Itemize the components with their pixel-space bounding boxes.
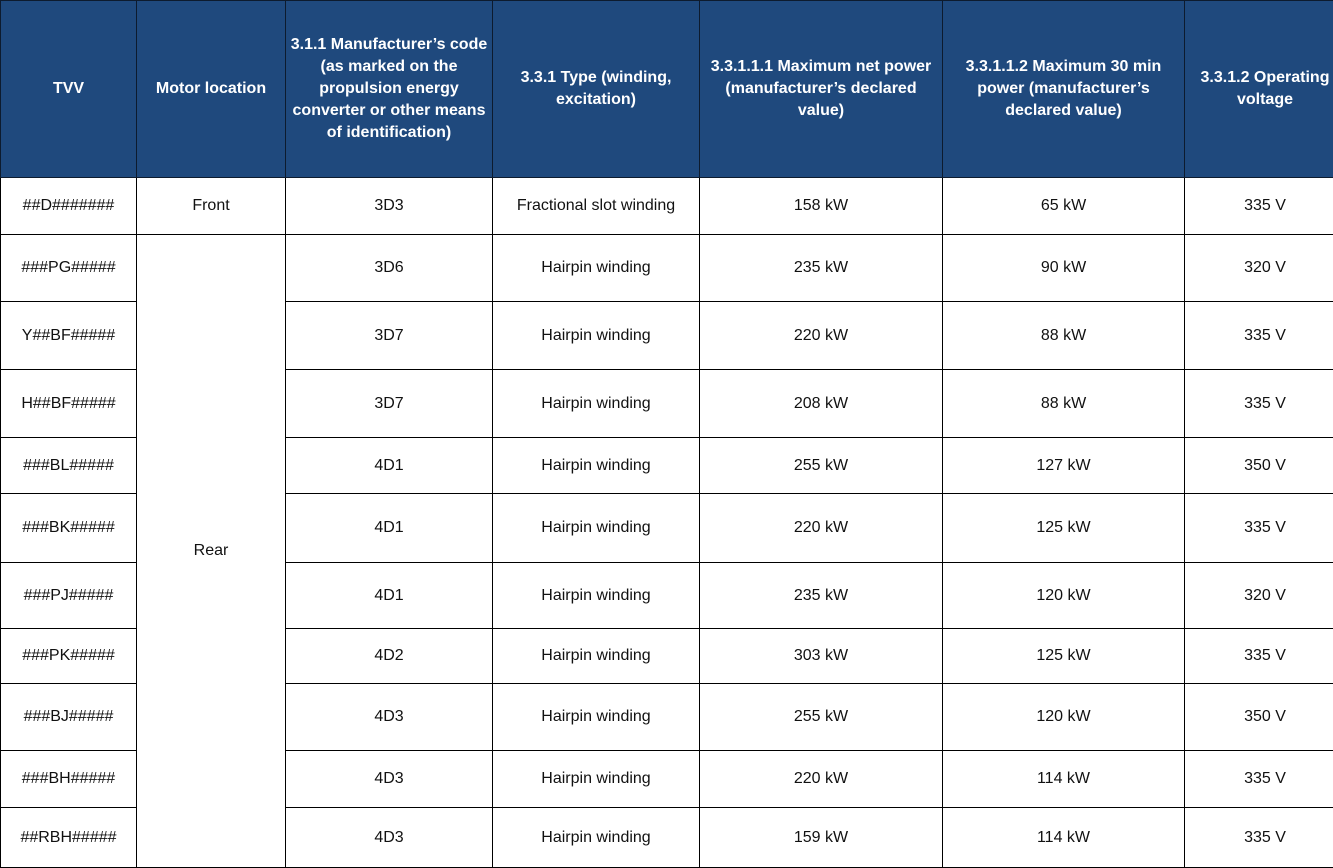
type-cell: Hairpin winding	[493, 494, 700, 563]
type-cell: Hairpin winding	[493, 438, 700, 494]
code-cell: 4D1	[286, 494, 493, 563]
power-30min-cell: 88 kW	[943, 370, 1185, 438]
power-30min-cell: 65 kW	[943, 178, 1185, 235]
type-cell: Fractional slot winding	[493, 178, 700, 235]
code-cell: 4D1	[286, 438, 493, 494]
code-cell: 3D7	[286, 302, 493, 370]
net-power-cell: 220 kW	[700, 302, 943, 370]
header-max-30min-power: 3.3.1.1.2 Maximum 30 min power (manufacturer’s declared value)	[943, 1, 1185, 178]
tvv-cell: ###BK#####	[1, 494, 137, 563]
code-cell: 3D7	[286, 370, 493, 438]
net-power-cell: 220 kW	[700, 494, 943, 563]
type-cell: Hairpin winding	[493, 563, 700, 629]
table-row	[1, 178, 1333, 235]
tvv-cell: ###BJ#####	[1, 684, 137, 751]
tvv-cell: ###BL#####	[1, 438, 137, 494]
tvv-cell: Y##BF#####	[1, 302, 137, 370]
tvv-cell: ###BH#####	[1, 751, 137, 808]
net-power-cell: 255 kW	[700, 438, 943, 494]
net-power-cell: 158 kW	[700, 178, 943, 235]
code-cell: 3D6	[286, 235, 493, 302]
power-30min-cell: 125 kW	[943, 494, 1185, 563]
header-max-net-power: 3.3.1.1.1 Maximum net power (manufacturer’s declared value)	[700, 1, 943, 178]
code-cell: 4D3	[286, 684, 493, 751]
power-30min-cell: 114 kW	[943, 751, 1185, 808]
voltage-cell: 335 V	[1185, 808, 1333, 868]
power-30min-cell: 120 kW	[943, 684, 1185, 751]
net-power-cell: 303 kW	[700, 629, 943, 684]
voltage-cell: 335 V	[1185, 751, 1333, 808]
header-row	[1, 1, 1333, 178]
power-30min-cell: 127 kW	[943, 438, 1185, 494]
type-cell: Hairpin winding	[493, 751, 700, 808]
header-tvv: TVV	[1, 1, 137, 178]
net-power-cell: 235 kW	[700, 563, 943, 629]
voltage-cell: 350 V	[1185, 438, 1333, 494]
code-cell: 4D2	[286, 629, 493, 684]
header-type: 3.3.1 Type (winding, excitation)	[493, 1, 700, 178]
type-cell: Hairpin winding	[493, 235, 700, 302]
tvv-cell: ###PJ#####	[1, 563, 137, 629]
voltage-cell: 335 V	[1185, 302, 1333, 370]
voltage-cell: 320 V	[1185, 563, 1333, 629]
motor-location-front: Front	[137, 178, 286, 235]
table-row	[1, 235, 1333, 302]
net-power-cell: 159 kW	[700, 808, 943, 868]
tvv-cell: H##BF#####	[1, 370, 137, 438]
net-power-cell: 208 kW	[700, 370, 943, 438]
code-cell: 4D3	[286, 808, 493, 868]
motor-location-rear: Rear	[137, 235, 286, 868]
header-manufacturer-code: 3.1.1 Manufacturer’s code (as marked on the propulsion energy converter or other means of identification)	[286, 1, 493, 178]
power-30min-cell: 88 kW	[943, 302, 1185, 370]
voltage-cell: 350 V	[1185, 684, 1333, 751]
code-cell: 4D1	[286, 563, 493, 629]
net-power-cell: 235 kW	[700, 235, 943, 302]
header-operating-voltage: 3.3.1.2 Operating voltage	[1185, 1, 1333, 178]
voltage-cell: 335 V	[1185, 370, 1333, 438]
header-motor-location: Motor location	[137, 1, 286, 178]
voltage-cell: 335 V	[1185, 629, 1333, 684]
net-power-cell: 220 kW	[700, 751, 943, 808]
tvv-cell: ##D#######	[1, 178, 137, 235]
power-30min-cell: 114 kW	[943, 808, 1185, 868]
voltage-cell: 335 V	[1185, 494, 1333, 563]
power-30min-cell: 90 kW	[943, 235, 1185, 302]
type-cell: Hairpin winding	[493, 302, 700, 370]
type-cell: Hairpin winding	[493, 370, 700, 438]
type-cell: Hairpin winding	[493, 808, 700, 868]
code-cell: 3D3	[286, 178, 493, 235]
tvv-cell: ###PK#####	[1, 629, 137, 684]
voltage-cell: 335 V	[1185, 178, 1333, 235]
power-30min-cell: 125 kW	[943, 629, 1185, 684]
tvv-cell: ###PG#####	[1, 235, 137, 302]
net-power-cell: 255 kW	[700, 684, 943, 751]
voltage-cell: 320 V	[1185, 235, 1333, 302]
tvv-cell: ##RBH#####	[1, 808, 137, 868]
power-30min-cell: 120 kW	[943, 563, 1185, 629]
type-cell: Hairpin winding	[493, 629, 700, 684]
code-cell: 4D3	[286, 751, 493, 808]
type-cell: Hairpin winding	[493, 684, 700, 751]
